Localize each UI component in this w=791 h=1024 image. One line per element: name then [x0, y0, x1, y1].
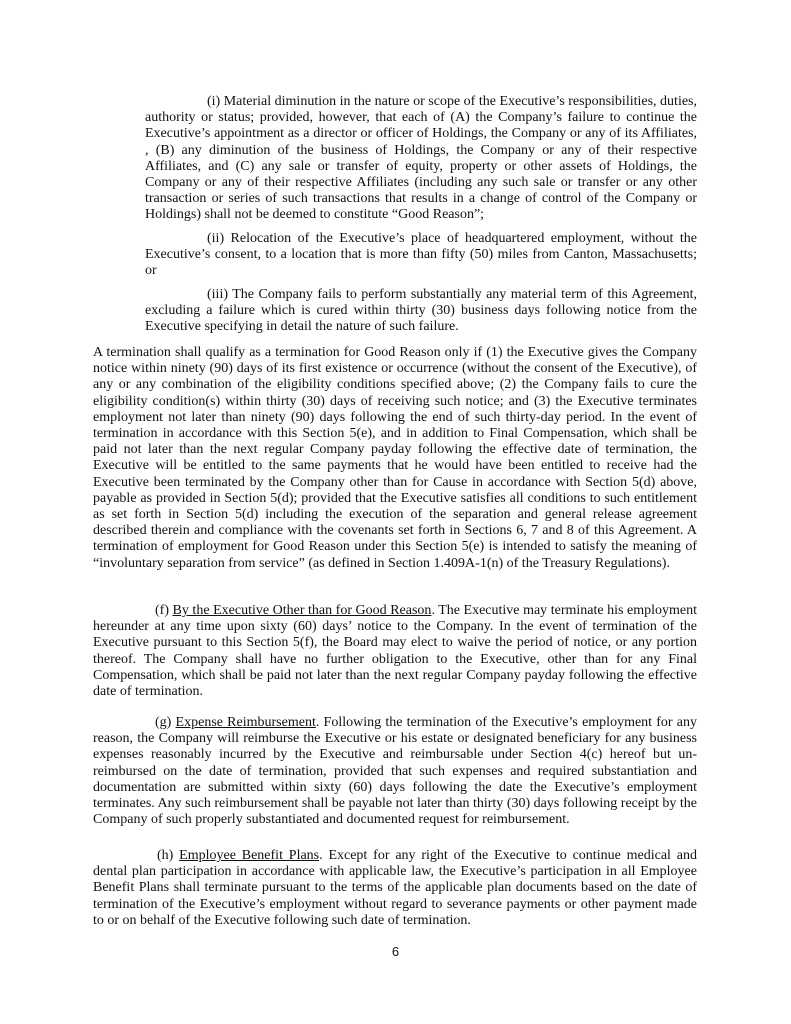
section-h	[93, 848, 697, 929]
clause-iii: (iii) The Company fails to perform substantially any material term of this Agreement, excluding a failure which is cured within thirty (30) business days following notice from the Executive specifying in detail the nature of such failure.	[145, 287, 697, 335]
section-f-prefix: (f)	[155, 603, 173, 618]
section-f-body: . The Executive may terminate his employment hereunder at any time upon sixty (60) days’ notice to the Company. In the event of termination of the Executive pursuant to this Section 5(f), the Board may elect to waive the period of notice, or any portion thereof. The Company shall have no further obligation to the Executive, other than for any Final Compensation, which shall be paid not later than the next regular Company payday following the effective date of termination.	[93, 603, 698, 700]
section-h-prefix: (h)	[157, 848, 180, 863]
section-f	[93, 603, 697, 700]
section-h-body: . Except for any right of the Executive to continue medical and dental plan participation in accordance with applicable law, the Executive’s participation in all Employee Benefit Plans shall terminate pursuant to the terms of the applicable plan documents based on the date of termination of the Executive’s employment without regard to severance payments or other payment made to or on behalf of the Executive following such date of termination.	[93, 848, 697, 928]
section-h-heading: Employee Benefit Plans	[179, 848, 320, 863]
section-g-heading: Expense Reimbursement	[175, 715, 316, 730]
section-g-body: . Following the termination of the Executive’s employment for any reason, the Company will reimburse the Executive or his estate or designated beneficiary for any business expenses reasonably incurred by the Executive and reimbursable under Section 4(c) hereof but un-reimbursed on the date of termination, provided that such expenses and required substantiation and documentation are submitted within sixty (60) days following the date the Executive’s employment terminates. Any such reimbursement shall be payable not later than thirty (30) days following receipt by the Company of such properly substantiated and documented request for reimbursement.	[93, 715, 698, 828]
good-reason-paragraph: A termination shall qualify as a termination for Good Reason only if (1) the Executive gives the Company notice within ninety (90) days of its first existence or occurrence (without the consent of the Executive), of any or any combination of the eligibility conditions specified above; (2) the Company fails to cure the eligibility condition(s) within thirty (30) days of receiving such notice; and (3) the Executive terminates employment not later than ninety (90) days following the end of such thirty-day period. In the event of termination in accordance with this Section 5(e), and in addition to Final Compensation, which shall be paid not later than the next regular Company payday following the effective date of termination, the Executive will be entitled to the same payments that he would have been entitled to receive had the Executive been terminated by the Company other than for Cause in accordance with Section 5(d) above, payable as provided in Section 5(d); provided that the Executive satisfies all conditions to such entitlement as set forth in Section 5(d) including the execution of the separation and general release agreement described therein and compliance with the covenants set forth in Sections 6, 7 and 8 of this Agreement. A termination of employment for Good Reason under this Section 5(e) is intended to satisfy the meaning of “involuntary separation from service” (as defined in Section 1.409A-1(n) of the Treasury Regulations).	[93, 345, 697, 571]
section-g-prefix: (g)	[155, 715, 176, 730]
section-g	[93, 715, 697, 828]
clause-i: (i) Material diminution in the nature or scope of the Executive’s responsibilities, duties, authority or status; provided, however, that each of (A) the Company’s failure to continue the Executive’s appointment as a director or officer of Holdings, the Company or any of its Affiliates, , (B) any diminution of the business of Holdings, the Company or any of their respective Affiliates, and (C) any sale or transfer of equity, property or other assets of Holdings, the Company or any of their respective Affiliates (including any such sale or transfer or any other transaction or series of such transactions that results in a change of control of the Company or Holdings) shall not be deemed to constitute “Good Reason”;	[145, 94, 697, 223]
section-f-heading: By the Executive Other than for Good Reason	[172, 603, 432, 618]
clause-ii: (ii) Relocation of the Executive’s place of headquartered employment, without the Executive’s consent, to a location that is more than fifty (50) miles from Canton, Massachusetts; or	[145, 231, 697, 279]
page-number: 6	[391, 944, 400, 959]
